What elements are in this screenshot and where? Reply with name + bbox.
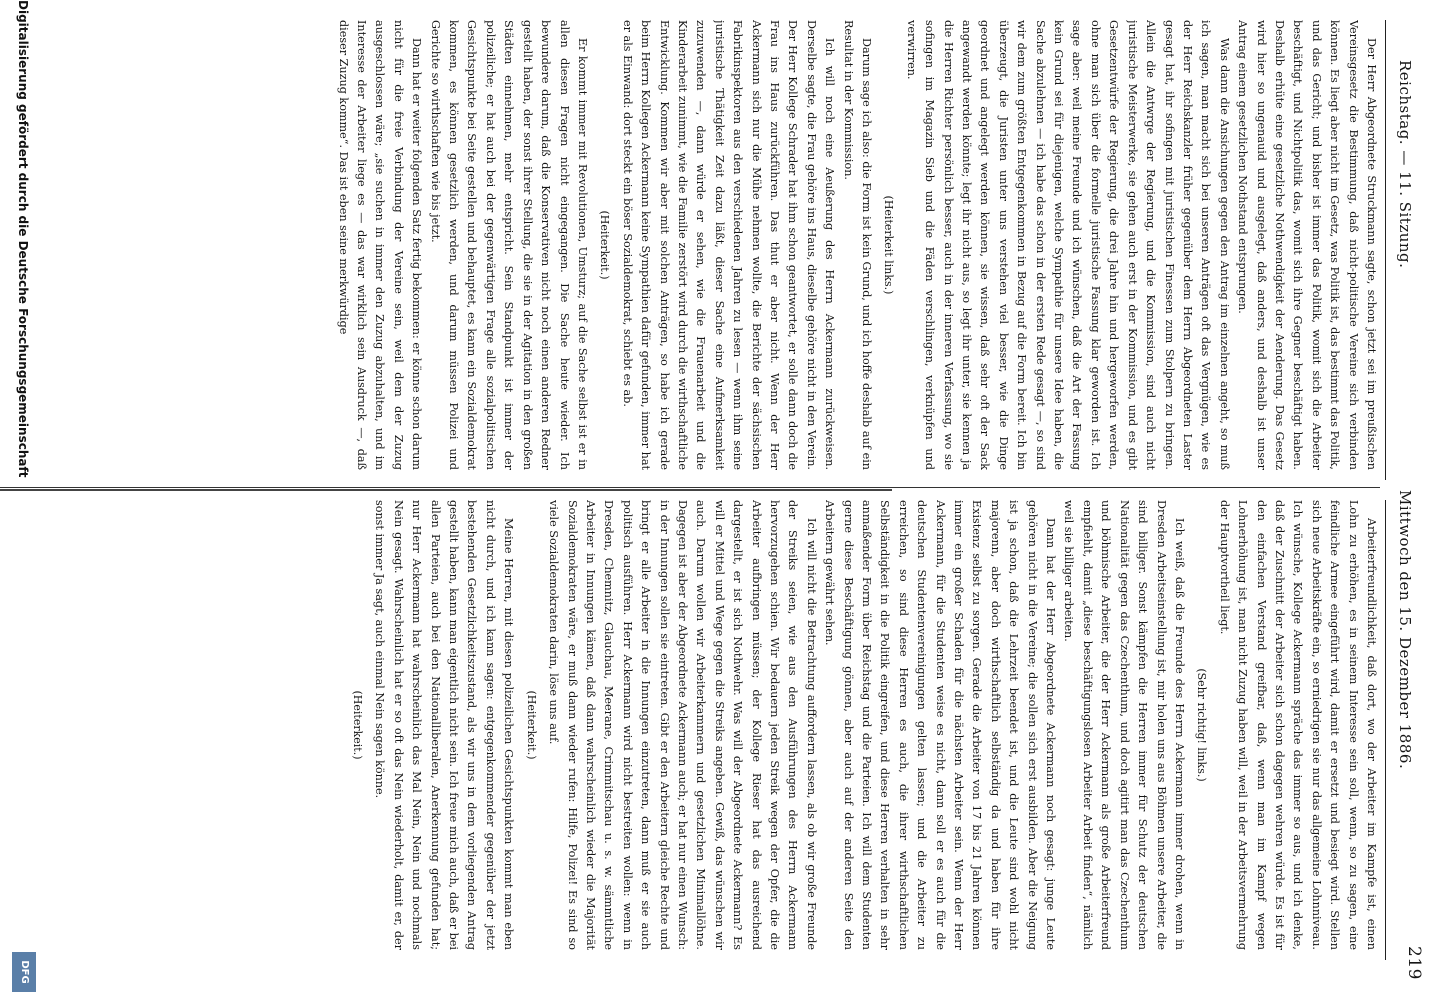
paragraph: Der Herr Abgeordnete Struckmann sagte, schon jetzt sei im preußischen Vereinsgesetz die Bestimmung, daß nicht-politische Vereine sich verbinden können. Es liegt aber nicht im Gesetz, was Politik ist, das bestimmt das Politik, und das Gericht; und bisher ist immer das Politik, womit sich die Arbeiter beschäftigt, und Nichtpolitik das, womit sich ihre Gegner beschäftigt haben. Deshalb erhüte eine gesetzliche Nothwendigkeit der Aenderung. Das Gesetz wird hier so ungenauid und ausgelegt, daß anders, und deshalb ist unser Antrag einem gesetzlichen Nothstand entsprungen.	[1236, 20, 1378, 470]
paragraph: Meine Herren, mit diesen polizeilichen Gesichtspunkten kommt man eben nicht durch, und ich kann sagen: entgegenkommender gegenüber der jetzt bestehenden Gesetzlichkeitszustand, als wir uns in dem vorliegenden Antrag gestellt haben, kann man eigentlich nicht sein. Ich freue mich auch, daß er bei allen Parteien, auch bei den Nationalliberalen, Anerkennung gefunden hat; nur Herr Ackermann hat wahrscheinlich das Mal Nein, Nein und nochmals Nein gesagt. Wahrscheinlich hat er so oft das Nein wiederholt, damit er, der sonst immer Ja sagt, auch einmal Nein sagen könne.	[373, 500, 516, 950]
paragraph: Was dann die Ansichungen gegen den Antrag im einzelnen angeht, so muß ich sagen, man macht sich bei unseren Anträgen oft das Vergnügen, wie es der Herr Reichskanzler früher gegenüber dem Herrn Abgeordneten Laster gesagt hat, ihr sofingen mit juristischen Finessen zum Stolpern zu bringen. Allein die Antwrge der Regierung, und die Kommission, sind auch nicht juristische Meisterwerke, sie gehen auch erst in der Kommission, und es gibt Gesetzentwürfe der Regierung, die drei Jahre hin und hergeworfen werden, ohne man sich über die formelle juristische Fassung klar geworden ist. Ich sage aber: weil meine Freunde und ich wünschen, daß die Art der Fassung kein Grund sei für diejenigen, welche Sympathie für unsere Idee haben, die Sache abzulehnen — ich habe das schon in der ersten Rede gesagt —, so sind wir dem zum größten Entgegenkommen in Bezug auf die Form bereit. Ich bin überzeugt, die Juristen unter uns verstehen viel besser, wie die Dinge geordnet und angelegt werden können, sie wissen, daß sehr oft der Sack angewandt werden könnte; legt ihr nicht aus, so legt ihr unter, sie kennen ja die Herren Richter persönlich besser, auch in der inneren Verfassung, wo sie sofingen im Magazin Sieb und die Fäden verschlingen, verknüpfen und verwirren.	[904, 20, 1231, 470]
paragraph: Dann hat er weiter folgenden Satz fertig bekommen: er könne schon darum nicht für die freie Verbindung der Vereine sein, weil dem der Zuzug ausgeschlossen wäre; „sie suchen in immer den Zuzug abzuhalten, und im Interesse der Arbeiter liege es — das war wirklich sein Ausdruck —, daß dieser Zuzug komme“. Das ist eben seine merkwürdige	[336, 20, 424, 470]
header-date: Mittwoch den 15. Dezember 1886.	[1396, 490, 1414, 770]
paragraph: Ich will nicht die Betrachtung auffordern lassen, als ob wir große Freunde der Streiks seien, wie aus den Ausführungen des Herrn Ackermann hervorzugehen schien. Wir bedauern jeden Streik wegen der Opfer, die die Arbeiter aufbringen müssen; der Kollege Rieser hat das ausreichend dargestellt, er ist sich Nothwehr. Was will der Abgeordnete Ackermann? Es will er Mittel und Wege gegen die Streiks angeben. Gewiß, das wünschen wir auch. Darum wollen wir Arbeiterkammern und gesetzlichen Minimallöhne. Dagegen ist aber der Abgeordnete Ackermann auch; er hat nur einen Wunsch: in der Innungen sollen sie eintreten. Gibt er den Arbeitern gleiche Rechte und bringt er alle Arbeiter in die Innungen einzutreten, dann muß er sie auch politisch ausführen. Herr Ackermann wird nicht bestreiten wollen: wenn in Dresden, Chemnitz, Glauchau, Meerane, Crimmitschau u. s. w. sämmtliche Arbeiter in Innungen kämen, daß dann wahrscheinlich wieder die Majorität Sozialdemokraten wäre, er muß dann wieder rufen: Hilfe, Polizei! Es sind so viele Sozialdemokraten darin, löse uns auf.	[547, 500, 818, 950]
page-number: 219	[1404, 946, 1424, 980]
column-divider	[0, 487, 1380, 488]
paragraph: Ich will noch eine Aeußerung des Herrn Ackermann zurückweisen. Derselbe sagte, die Frau gehöre ins Haus, dieselbe gehöre nicht in den Verein. Der Herr Kollege Schrader hat ihm schon geantwortet, er solle dann doch die Frau ins Haus zurückführen. Das thut er aber nicht. Wenn der Herr Ackermann sich nur die Mühe nehmen wollte, die Berichte der sächsischen Fabrikinspektoren aus den verschiedenen Jahren zu lesen — wenn ihm seine juristische Thätigkeit Zeit dazu läßt, dieser Sache eine Aufmerksamkeit zuzuwenden —, dann würde er sehen, wie die Frauenarbeit und die Kinderarbeit zunimmt, wie die Familie zerstört wird durch die wirthschaftliche Entwicklung. Kommen wir aber mit solchen Anträgen, so habe ich gerade beim Herrn Kollegen Ackermann keine Sympathien dafür gefunden, immer hat er als Einwand: dort steckt ein böser Sozialdemokrat, schiebt es ab.	[620, 20, 837, 470]
page-header	[1388, 60, 1428, 980]
paragraph: Er kommt immer mit Revolutionen, Umsturz; auf die Sache selbst ist er in allen diesen Fragen nicht eingegangen. Die Sache heute wieder. Ich bewundere darum, daß die Konservativen nicht noch einen anderen Redner gestellt haben, der sonst ihrer Stellung, die sie in der Agitation in den großen Städten einnehmen, mehr entspricht. Sein Standpunkt ist immer der polizeiliche; er hat auch bei der gegenwärtigen Frage alle sozialpolitischen Gesichtspunkte bei Seite gestellen und behauptet, es kann ein Sozialdemokrat kommen, es können gesetzlich werden, und darum müssen Polizei und Gerichte so wirthschaften wie bis jetzt.	[428, 20, 589, 470]
header-rule-right	[1385, 500, 1386, 960]
paragraph: Dann hat der Herr Abgeordnete Ackermann noch gesagt: junge Leute gehören nicht in die Vereine; die sollen sich erst ausbilden. Aber die Neigung ist ja schon, daß die Lehrzeit beendet ist, und die Leute sind wohl nicht majorenn, aber doch wirthschaftlich selbständig da und haben für ihre Existenz selbst zu sorgen. Gerade die Arbeiter von 17 bis 21 Jahren können immer ein großer Schaden für die nächsten Arbeiter sein. Wenn der Herr Ackermann, für die Studenten weise es nicht, dann soll er es auch für die deutschen Studentenvereinigungen gelten lassen; und die Arbeiter zu erreichen, so sind diese Herren es auch, die ihrer wirthschaftlichen Selbständigkeit in die Politik eingreifen, und diese Herren verhalten in sehr anmaßender Form über Reichstag und die Parteien. Ich will dem Studenten gerne diese Beschäftigung gönnen, aber auch auf der anderen Seite den Arbeitern gewährt sehen.	[823, 500, 1058, 950]
text-column-right	[110, 500, 1380, 950]
interjection: (Heiterkeit.)	[598, 210, 612, 280]
interjection: (Heiterkeit.)	[524, 690, 538, 760]
column-divider-mark	[0, 489, 892, 491]
text-column-left	[110, 20, 1380, 470]
digitization-note	[0, 0, 40, 1000]
interjection: (Heiterkeit links.)	[882, 195, 896, 295]
paragraph: Arbeiterfreundlichkeit, daß dort, wo der Arbeiter im Kampfe ist, einen Lohn zu erhöhen, es in seinem Interesse sein soll, wenn, so zu sagen, eine feindliche Armee eingeführt wird, damit er ersetzt und besiegt wird. Stellen sich neue Arbeitskräfte ein, so erniedrigen sie nur das allgemeine Lohnniveau. Ich wünsche, Kollege Ackermann spräche das immer so aus, und ich denke, daß der Zuschnitt der Arbeiter sich schon dagegen wehren würde. Es ist für den einfachen Verstand greifbar, daß, wenn man im Kampf wegen Lohnerhöhung ist, man nicht Zuzug haben will, weil in der Arbeitsvermehrung der Hauptvortheil liegt.	[1217, 500, 1378, 950]
dfg-logo: DFG	[12, 952, 36, 992]
interjection: (Sehr richtig! links.)	[1195, 668, 1209, 782]
paragraph: Ich weiß, daß die Freunde des Herrn Ackermann immer drohen, wenn in Dresden Arbeitseinstellung ist, mir holen uns aus Böhmen unsere Arbeiter, die sind billiger. Sonst kämpfen die Herren immer für Schutz der deutschen Nationalität gegen das Czechenthum, und doch agitirt man das Czechenthum und böhmische Arbeiter, die der Herr Ackermann als große Arbeiterfreund empfiehlt, damit „diese beschäftigungslosen Arbeiter Arbeit finden“, nämlich weil sie billiger arbeiten.	[1062, 500, 1186, 950]
interjection: (Heiterkeit.)	[351, 690, 365, 760]
digitization-credit: Digitalisierung gefördert durch die Deutsche Forschungsgemeinschaft	[16, 0, 30, 478]
header-rule-left	[1385, 20, 1386, 480]
header-session: Reichstag. — 11. Sitzung.	[1396, 60, 1414, 269]
paragraph: Darum sage ich also: die Form ist kein Grund, und ich hoffe deshalb auf ein Resultat in der Kommission.	[841, 20, 874, 470]
